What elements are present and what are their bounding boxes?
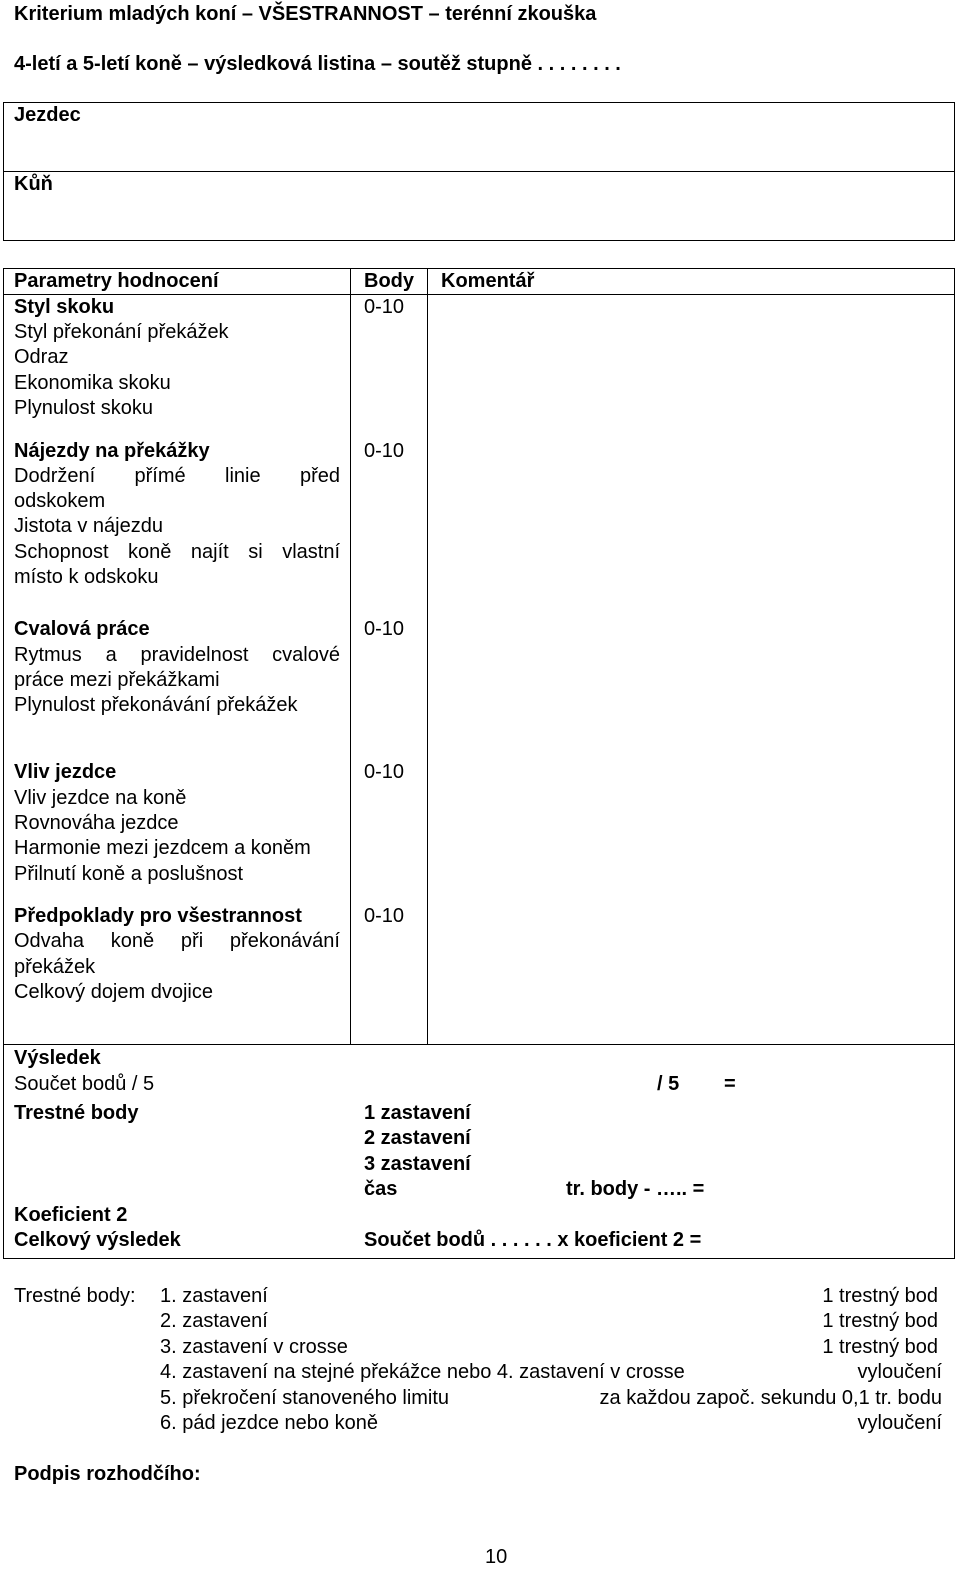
penalty-row-value: za každou započ. sekundu 0,1 tr. bodu bbox=[599, 1387, 942, 1409]
criterion-item: Dodržení přímé linie před bbox=[14, 465, 340, 487]
column-header-parameters: Parametry hodnocení bbox=[14, 270, 219, 292]
criterion-item: překážek bbox=[14, 956, 96, 978]
criterion-item: Ekonomika skoku bbox=[14, 372, 171, 394]
criterion-item: Jistota v nájezdu bbox=[14, 515, 163, 537]
section-title-approaches: Nájezdy na překážky bbox=[14, 440, 210, 462]
section-title-rider-influence: Vliv jezdce bbox=[14, 761, 117, 783]
penalty-row-desc: 6. pád jezdce nebo koně bbox=[160, 1412, 378, 1434]
criterion-item: práce mezi překážkami bbox=[14, 669, 220, 691]
criterion-item: Celkový dojem dvojice bbox=[14, 981, 213, 1003]
section-points: 0-10 bbox=[364, 440, 405, 462]
criterion-item: Styl překonání překážek bbox=[14, 321, 229, 343]
criterion-item: Plynulost skoku bbox=[14, 397, 153, 419]
penalty-row-desc: 2. zastavení bbox=[160, 1310, 268, 1332]
section-points: 0-10 bbox=[364, 905, 405, 927]
criterion-item: odskokem bbox=[14, 490, 106, 512]
criterion-item: Přilnutí koně a poslušnost bbox=[14, 863, 244, 885]
section-points: 0-10 bbox=[364, 296, 405, 318]
rider-label: Jezdec bbox=[14, 104, 81, 126]
criterion-item: Vliv jezdce na koně bbox=[14, 787, 187, 809]
penalty-row-value: vyloučení bbox=[857, 1361, 942, 1383]
stop-1-label: 1 zastavení bbox=[364, 1102, 471, 1124]
section-title-eventing-aptitude: Předpoklady pro všestrannost bbox=[14, 905, 302, 927]
result-title: Výsledek bbox=[14, 1047, 101, 1069]
criterion-item: Schopnost koně najít si vlastní bbox=[14, 541, 340, 563]
criterion-item: Odraz bbox=[14, 346, 69, 368]
criterion-item: Odvaha koně při překonávání bbox=[14, 930, 340, 952]
criterion-item: místo k odskoku bbox=[14, 566, 159, 588]
criterion-item: Plynulost překonávání překážek bbox=[14, 694, 298, 716]
penalty-title: Trestné body bbox=[14, 1102, 139, 1124]
criterion-item: Rytmus a pravidelnost cvalové bbox=[14, 644, 340, 666]
criterion-item: Harmonie mezi jezdcem a koněm bbox=[14, 837, 311, 859]
page-number: 10 bbox=[485, 1546, 508, 1568]
column-header-comment: Komentář bbox=[441, 270, 535, 292]
penalty-row-desc: 5. překročení stanoveného limitu bbox=[160, 1387, 450, 1409]
criterion-item: Rovnováha jezdce bbox=[14, 812, 179, 834]
penalty-row-desc: 1. zastavení bbox=[160, 1285, 268, 1307]
column-header-points: Body bbox=[364, 270, 414, 292]
section-title-canter-work: Cvalová práce bbox=[14, 618, 150, 640]
penalty-row-desc: 3. zastavení v crosse bbox=[160, 1336, 348, 1358]
judge-signature-label: Podpis rozhodčího: bbox=[14, 1463, 201, 1485]
stop-2-label: 2 zastavení bbox=[364, 1127, 471, 1149]
page-subtitle: 4-letí a 5-letí koně – výsledková listina – soutěž stupně . . . . . . . . bbox=[14, 53, 621, 75]
penalty-row-value: 1 trestný bod bbox=[822, 1285, 938, 1307]
penalty-row-value: vyloučení bbox=[857, 1412, 942, 1434]
section-points: 0-10 bbox=[364, 618, 405, 640]
penalty-calc: tr. body - ….. = bbox=[566, 1178, 705, 1200]
sum-divisor: / 5 bbox=[657, 1073, 680, 1095]
sum-equals: = bbox=[724, 1073, 736, 1095]
time-label: čas bbox=[364, 1178, 398, 1200]
page-title: Kriterium mladých koní – VŠESTRANNOST – terénní zkouška bbox=[14, 3, 597, 25]
coefficient-label: Koeficient 2 bbox=[14, 1204, 128, 1226]
penalty-row-desc: 4. zastavení na stejné překážce nebo 4. zastavení v crosse bbox=[160, 1361, 685, 1383]
stop-3-label: 3 zastavení bbox=[364, 1153, 471, 1175]
section-title-jump-style: Styl skoku bbox=[14, 296, 115, 318]
horse-label: Kůň bbox=[14, 173, 53, 195]
penalty-legend-label: Trestné body: bbox=[14, 1285, 136, 1307]
penalty-row-value: 1 trestný bod bbox=[822, 1336, 938, 1358]
total-label: Celkový výsledek bbox=[14, 1229, 181, 1251]
penalty-row-value: 1 trestný bod bbox=[822, 1310, 938, 1332]
total-calc: Součet bodů . . . . . . x koeficient 2 = bbox=[364, 1229, 702, 1251]
section-points: 0-10 bbox=[364, 761, 405, 783]
sum-label: Součet bodů / 5 bbox=[14, 1073, 155, 1095]
